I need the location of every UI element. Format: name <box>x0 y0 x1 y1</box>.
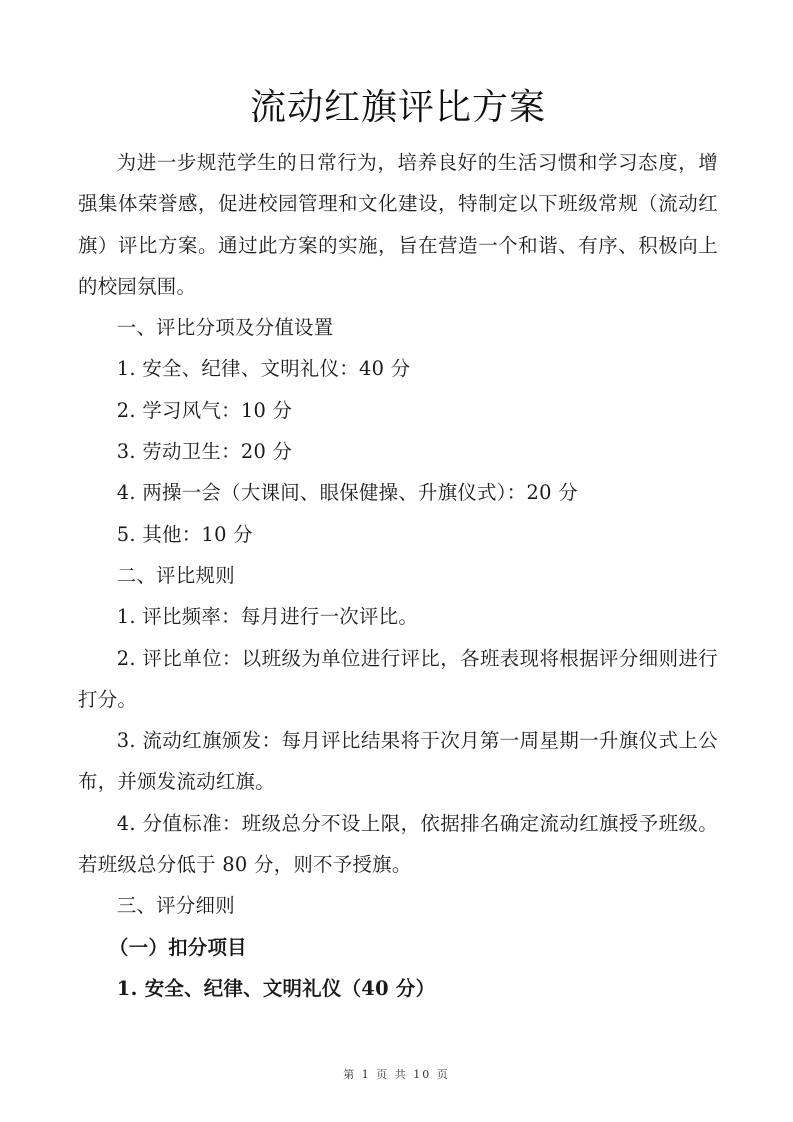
section-2-item: 1. 评比频率：每月进行一次评比。 <box>116 605 419 629</box>
section-2-item: 4. 分值标准：班级总分不设上限，依据排名确定流动红旗授予班级。若班级总分低于 80 分，则不予授旗。 <box>78 811 718 877</box>
section-1-item: 1. 安全、纪律、文明礼仪：40 分 <box>116 357 411 381</box>
section-2-item: 3. 流动红旗颁发：每月评比结果将于次月第一周星期一升旗仪式上公布，并颁发流动红旗。 <box>78 729 718 794</box>
document-body <box>78 142 718 1009</box>
section-3-item: 1. 安全、纪律、文明礼仪（40 分） <box>116 976 436 1000</box>
section-1-item: 2. 学习风气：10 分 <box>116 398 293 422</box>
document-title: 流动红旗评比方案 <box>249 87 546 128</box>
section-1-item: 4. 两操一会（大课间、眼保健操、升旗仪式）：20 分 <box>116 481 578 505</box>
section-1-heading: 一、评比分项及分值设置 <box>116 316 334 340</box>
section-3-heading: 三、评分细则 <box>116 894 235 918</box>
section-2-item: 2. 评比单位：以班级为单位进行评比，各班表现将根据评分细则进行打分。 <box>78 646 718 711</box>
section-3-subheading: （一）扣分项目 <box>109 935 247 959</box>
intro-paragraph: 为进一步规范学生的日常行为，培养良好的生活习惯和学习态度，增强集体荣誉感，促进校园管理和文化建设，特制定以下班级常规（流动红旗）评比方案。通过此方案的实施，旨在营造一个和谐、有序、积极向上的校园氛围。 <box>78 151 718 298</box>
section-1-item: 5. 其他：10 分 <box>116 522 253 546</box>
section-2-heading: 二、评比规则 <box>116 563 235 587</box>
page-footer: 第 1 页 共 10 页 <box>343 1068 450 1081</box>
section-1-item: 3. 劳动卫生：20 分 <box>116 440 293 464</box>
